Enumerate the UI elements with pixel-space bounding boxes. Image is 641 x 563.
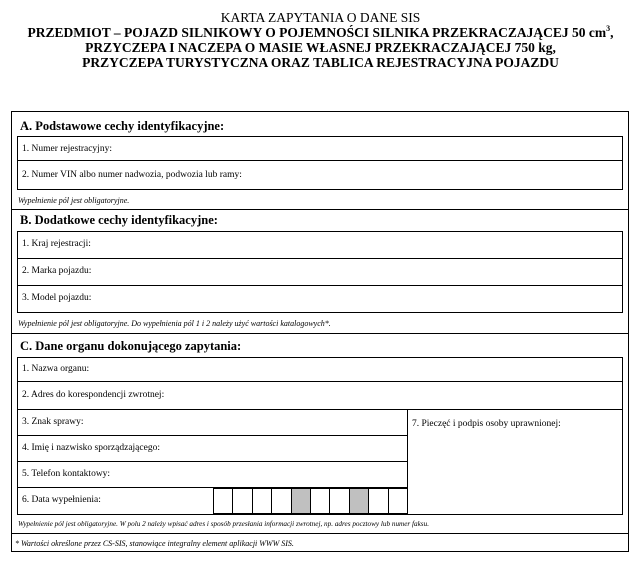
date-separator-box — [291, 488, 311, 514]
section-divider — [11, 333, 629, 334]
subject-line-1: PRZEDMIOT – POJAZD SILNIKOWY O POJEMNOŚCI SILNIKA PRZEKRACZAJĄCEJ 50 $cm^3$, — [27, 24, 614, 40]
field-phone[interactable] — [17, 461, 408, 488]
section-divider — [11, 533, 629, 534]
section-c-title: C. Dane organu dokonującego zapytania: — [20, 339, 242, 353]
field-model[interactable] — [17, 285, 623, 313]
field-label: 1. Nazwa organu: — [22, 364, 90, 374]
footnote: * Wartości określone przez CS-SIS, stanowiące integralny element aplikacji WWW SIS. — [15, 539, 294, 548]
field-return-address[interactable] — [17, 381, 623, 410]
field-case-ref[interactable] — [17, 409, 408, 436]
date-digit-box[interactable] — [252, 488, 272, 514]
section-c-note: Wypełnienie pól jest obligatoryjne. W polu 2 należy wpisać adres i sposób przesłania informacji zwrotnej, np. adres pocztowy lub numer faksu. — [18, 520, 429, 528]
section-b-title: B. Dodatkowe cechy identyfikacyjne: — [20, 213, 218, 227]
date-digit-box[interactable] — [368, 488, 388, 514]
field-label: 3. Model pojazdu: — [22, 293, 92, 303]
field-registration-number[interactable] — [17, 136, 623, 161]
subject-line-3: PRZYCZEPA TURYSTYCZNA ORAZ TABLICA REJESTRACYJNA POJAZDU — [82, 55, 559, 70]
form-title: KARTA ZAPYTANIA O DANE SIS — [220, 10, 421, 25]
date-digit-box[interactable] — [271, 488, 291, 514]
field-authority-name[interactable] — [17, 357, 623, 382]
date-digit-box[interactable] — [310, 488, 330, 514]
date-digit-box[interactable] — [329, 488, 349, 514]
subject-line-2: PRZYCZEPA I NACZEPA O MASIE WŁASNEJ PRZEKRACZAJĄCEJ 750 kg, — [85, 40, 556, 55]
field-country[interactable] — [17, 231, 623, 259]
field-label: 5. Telefon kontaktowy: — [22, 469, 111, 479]
field-label: 1. Numer rejestracyjny: — [22, 144, 112, 154]
section-a-note: Wypełnienie pól jest obligatoryjne. — [18, 196, 130, 205]
field-label: 7. Pieczęć i podpis osoby uprawnionej: — [412, 419, 561, 429]
section-a-title: A. Podstawowe cechy identyfikacyjne: — [20, 119, 225, 133]
field-label: 3. Znak sprawy: — [22, 417, 84, 427]
date-digit-box[interactable] — [213, 488, 233, 514]
field-label: 6. Data wypełnienia: — [22, 495, 101, 505]
field-label: 2. Numer VIN albo numer nadwozia, podwozia lub ramy: — [22, 170, 242, 180]
field-label: 2. Adres do korespondencji zwrotnej: — [22, 390, 165, 400]
date-digit-box[interactable] — [232, 488, 252, 514]
field-label: 1. Kraj rejestracji: — [22, 239, 91, 249]
field-make[interactable] — [17, 258, 623, 286]
section-divider — [11, 209, 629, 210]
field-vin[interactable] — [17, 160, 623, 190]
field-stamp-signature[interactable] — [407, 409, 623, 515]
section-b-note: Wypełnienie pól jest obligatoryjne. Do wypełnienia pól 1 i 2 należy użyć wartości katalogowych*. — [18, 319, 331, 328]
date-separator-box — [349, 488, 369, 514]
date-digit-box[interactable] — [388, 488, 408, 514]
field-label: 4. Imię i nazwisko sporządzającego: — [22, 443, 160, 453]
field-author-name[interactable] — [17, 435, 408, 462]
field-label: 2. Marka pojazdu: — [22, 266, 92, 276]
